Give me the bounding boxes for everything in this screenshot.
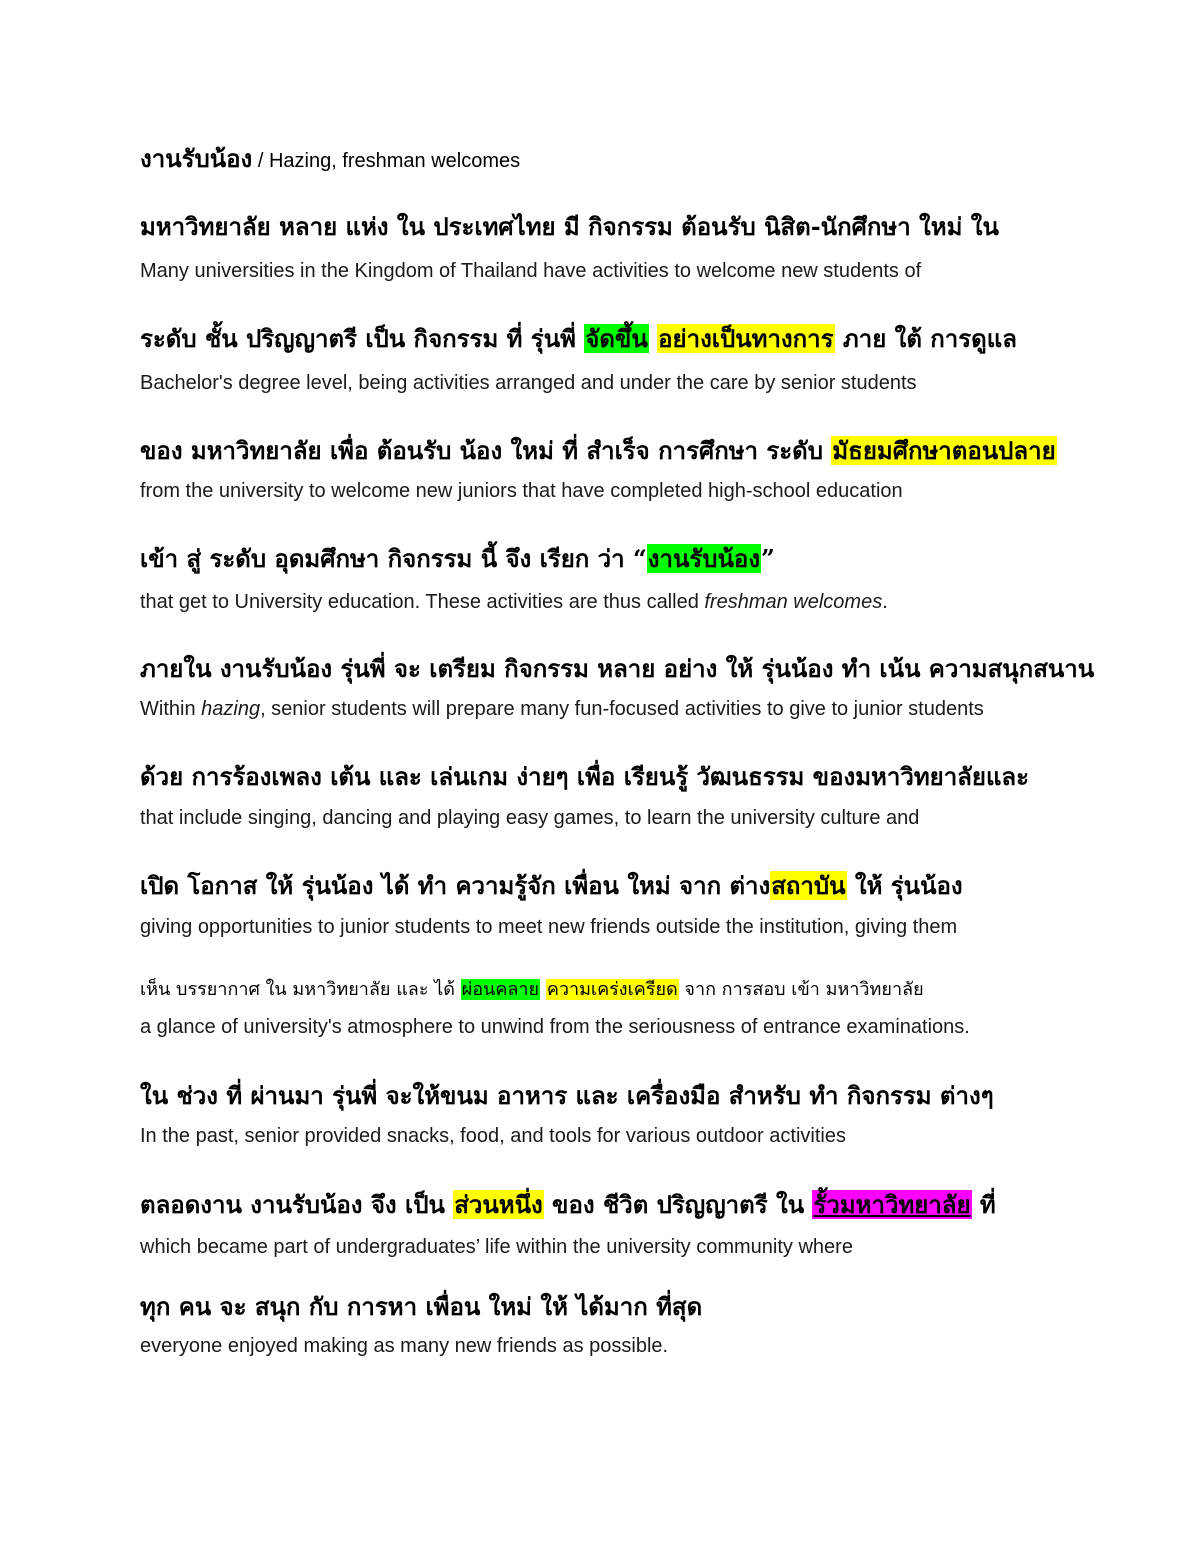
english-text: Within xyxy=(140,698,202,720)
thai-text: ให้ รุ่นน้อง xyxy=(846,871,963,900)
english-line-3: from the university to welcome new juniors that have completed high-school education xyxy=(140,480,903,502)
thai-line-3 xyxy=(140,434,1100,468)
thai-line-2 xyxy=(140,322,1100,356)
thai-text: ตลอดงาน งานรับน้อง จึง เป็น xyxy=(140,1190,454,1219)
english-line-2: Bachelor's degree level, being activities arranged and under the care by senior students xyxy=(140,372,917,394)
thai-line-8 xyxy=(140,973,1100,1007)
highlight-green: ผ่อนคลาย xyxy=(461,979,540,1000)
thai-line-10 xyxy=(140,1188,1100,1222)
thai-text xyxy=(649,324,657,353)
highlight-yellow: อย่างเป็นทางการ xyxy=(658,324,834,353)
english-text: that get to University education. These activities are thus called xyxy=(140,591,705,613)
english-line-8: a glance of university's atmosphere to unwind from the seriousness of entrance examinations. xyxy=(140,1016,970,1038)
thai-text: ที่ xyxy=(971,1190,996,1219)
english-line-11: everyone enjoyed making as many new friends as possible. xyxy=(140,1335,669,1357)
title-english: Hazing, freshman welcomes xyxy=(268,150,521,172)
english-italic-term: hazing xyxy=(201,698,261,720)
thai-line-1: มหาวิทยาลัย หลาย แห่ง ใน ประเทศไทย มี กิจกรรม ต้อนรับ นิสิต-นักศึกษา ใหม่ ใน xyxy=(140,212,999,241)
thai-line-4 xyxy=(140,542,1100,576)
thai-text: ระดับ ชั้น ปริญญาตรี เป็น กิจกรรม ที่ รุ่นพี่ xyxy=(140,324,585,353)
english-line-7: giving opportunities to junior students to meet new friends outside the institution, giving them xyxy=(140,916,958,938)
thai-text: ของ มหาวิทยาลัย เพื่อ ต้อนรับ น้อง ใหม่ ที่ สำเร็จ การศึกษา ระดับ xyxy=(140,436,832,465)
english-line-6: that include singing, dancing and playing easy games, to learn the university culture and xyxy=(140,807,920,829)
english-text: . xyxy=(882,591,888,613)
thai-text: เห็น บรรยากาศ ใน มหาวิทยาลัย และ ได้ xyxy=(140,979,461,1000)
thai-line-11: ทุก คน จะ สนุก กับ การหา เพื่อน ใหม่ ให้ ได้มาก ที่สุด xyxy=(140,1292,703,1321)
english-line-1: Many universities in the Kingdom of Thailand have activities to welcome new students of xyxy=(140,260,922,282)
title-thai: งานรับน้อง xyxy=(140,144,253,173)
thai-text: จาก การสอบ เข้า มหาวิทยาลัย xyxy=(678,979,924,1000)
thai-text: ” xyxy=(761,544,775,573)
highlight-yellow: ส่วนหนึ่ง xyxy=(454,1190,543,1219)
thai-line-9: ใน ช่วง ที่ ผ่านมา รุ่นพี่ จะให้ขนม อาหาร และ เครื่องมือ สำหรับ ทำ กิจกรรม ต่างๆ xyxy=(140,1081,994,1110)
thai-line-5: ภายใน งานรับน้อง รุ่นพี่ จะ เตรียม กิจกรรม หลาย อย่าง ให้ รุ่นน้อง ทำ เน้น ความสนุกสนาน xyxy=(140,654,1095,683)
highlight-green: จัดขึ้น xyxy=(585,324,648,353)
thai-line-6: ด้วย การร้องเพลง เต้น และ เล่นเกม ง่ายๆ เพื่อ เรียนรู้ วัฒนธรรม ของมหาวิทยาลัยและ xyxy=(140,762,1030,791)
english-text: , senior students will prepare many fun-focused activities to give to junior students xyxy=(260,698,984,720)
highlight-magenta: รั้วมหาวิทยาลัย xyxy=(813,1190,971,1219)
english-line-4 xyxy=(140,589,1100,615)
english-line-9: In the past, senior provided snacks, food, and tools for various outdoor activities xyxy=(140,1125,846,1147)
highlight-green: งานรับน้อง xyxy=(647,544,761,573)
highlight-yellow: ความเคร่งเครียด xyxy=(546,979,678,1000)
thai-text: ภาย ใต้ การดูแล xyxy=(834,324,1017,353)
thai-text xyxy=(540,979,546,1000)
english-italic-term: freshman welcomes xyxy=(704,591,883,613)
english-line-10: which became part of undergraduates’ life within the university community where xyxy=(140,1236,853,1258)
thai-line-7 xyxy=(140,869,1100,903)
title-separator: / xyxy=(252,150,269,172)
thai-text: เปิด โอกาส ให้ รุ่นน้อง ได้ ทำ ความรู้จัก เพื่อน ใหม่ จาก ต่าง xyxy=(140,871,771,900)
highlight-yellow: มัธยมศึกษาตอนปลาย xyxy=(832,436,1056,465)
thai-text: ของ ชีวิต ปริญญาตรี ใน xyxy=(543,1190,813,1219)
english-line-5 xyxy=(140,696,1100,722)
thai-text: เข้า สู่ ระดับ อุดมศึกษา กิจกรรม นี้ จึง เรียก ว่า “ xyxy=(140,544,647,573)
document-title xyxy=(140,142,1100,178)
highlight-yellow: สถาบัน xyxy=(771,871,846,900)
